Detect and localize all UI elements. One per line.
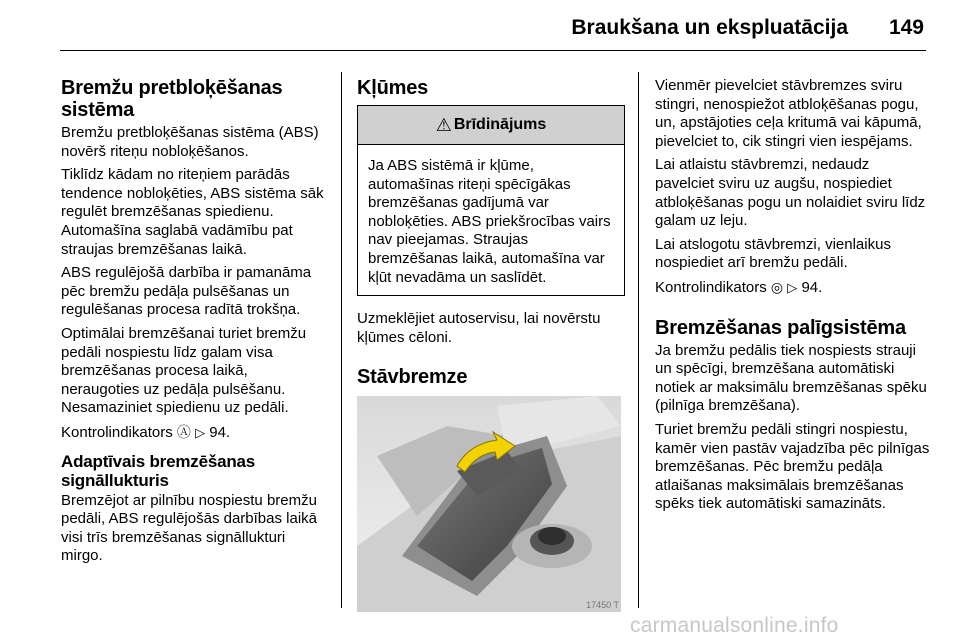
column-left (61, 77, 329, 571)
column-divider-1 (341, 72, 342, 608)
warning-triangle-icon: ⚠ (435, 114, 452, 135)
brake-assist-heading: Bremzēšanas palīgsistēma (655, 316, 906, 339)
faults-heading: Kļūmes (357, 77, 429, 99)
abs-indicator-reference (61, 423, 329, 443)
adaptive-brake-light-heading: Adaptīvais bremzēšanas signāllukturis (61, 451, 256, 490)
parking-brake-illustration (357, 396, 621, 612)
parking-brake-figure (357, 396, 621, 612)
abs-indicator-label: Kontrolindikators (61, 423, 173, 441)
abs-heading: Bremžu pretbloķēšanas sistēma (61, 77, 283, 121)
abs-indicator-icon: Ⓐ (176, 423, 191, 440)
parking-ref-page: 94. (801, 278, 823, 296)
faults-paragraph: Uzmeklējiet autoservisu, lai novērstu kļūmes cēloni. (357, 310, 601, 346)
warning-text: Ja ABS sistēmā ir kļūme, automašīnas riteņi spēcīgākas bremzēšanas gadījumā var nobloķēties. ABS priekšrocības vairs nav pieejamas. Straujas bremzēšanas laikā, automašīna var kļūt nevadāma un saslīdēt. (368, 157, 611, 286)
parking-brake-indicator-icon: ◎ (770, 278, 784, 295)
page-header-title: Braukšana un ekspluatācija (571, 16, 848, 39)
parking-indicator-label: Kontrolindikators (655, 278, 767, 296)
brake-assist-paragraph-1: Ja bremžu pedālis tiek nospiests strauji un spēcīgi, bremzēšana automātiski notiek ar maksimālu bremzēšanas spēku (pilnīga bremzēšana). (655, 341, 927, 415)
watermark: carmanualsonline.info (630, 614, 839, 637)
parking-brake-heading: Stāvbremze (357, 366, 468, 389)
brake-assist-paragraph-2: Turiet bremžu pedāli stingri nospiestu, kamēr vien pastāv vajadzība pēc pilnīgas bremzēšanas. Pēc bremžu pedāļa atlaišanas maksimālais bremzēšanas spēks tiek automātiski samazināts. (655, 420, 930, 513)
figure-code: 17450 T (586, 600, 619, 611)
header-rule (60, 50, 926, 51)
warning-body (358, 145, 624, 295)
abs-paragraph-1: Bremžu pretbloķēšanas sistēma (ABS) novērš riteņu nobloķēšanos. (61, 124, 319, 160)
warning-box (357, 105, 625, 296)
adaptive-brake-light-paragraph: Bremzējot ar pilnību nospiestu bremžu pedāli, ABS regulējošās darbības laikā visi trīs bremzēšanas signāllukturi mirgo. (61, 491, 317, 565)
warning-header (358, 106, 624, 145)
abs-ref-page: 94. (209, 423, 231, 441)
parking-indicator-reference (655, 278, 930, 298)
warning-title: Brīdinājums (453, 116, 547, 133)
column-middle (357, 77, 625, 612)
parking-paragraph-2: Lai atlaistu stāvbremzi, nedaudz pavelciet sviru uz augšu, nospiediet atbloķēšanas pogu un nolaidiet sviru līdz galam uz leju. (655, 156, 926, 230)
page-number: 149 (888, 16, 924, 39)
parking-paragraph-3: Lai atslogotu stāvbremzi, vienlaikus nospiediet arī bremžu pedāli. (655, 235, 891, 272)
page-ref-arrow-icon: ▷ (787, 279, 798, 295)
page-ref-arrow-icon: ▷ (195, 424, 206, 440)
abs-paragraph-4: Optimālai bremzēšanai turiet bremžu pedāli nospiestu līdz galam visa bremzēšanas procesa laikā, neraugoties uz pedāļa pulsēšanu. Nesamaziniet spiedienu uz pedāli. (61, 324, 307, 417)
column-divider-2 (638, 72, 639, 608)
column-right (655, 77, 930, 519)
abs-paragraph-3: ABS regulējošā darbība ir pamanāma pēc bremžu pedāļa pulsēšanas un regulēšanas procesa radītā trokšņa. (61, 264, 312, 319)
abs-paragraph-2: Tiklīdz kādam no riteņiem parādās tendence nobloķēties, ABS sistēma sāk regulēt bremzēšanas spiedienu. Automašīna saglabā vadāmību pat straujas bremzēšanas laikā. (61, 166, 324, 258)
parking-paragraph-1: Vienmēr pievelciet stāvbremzes sviru stingri, nenospiežot atbloķēšanas pogu, un, apstājoties ceļa kritumā vai kāpumā, pievelciet to, cik stingri vien iespējams. (655, 77, 922, 150)
